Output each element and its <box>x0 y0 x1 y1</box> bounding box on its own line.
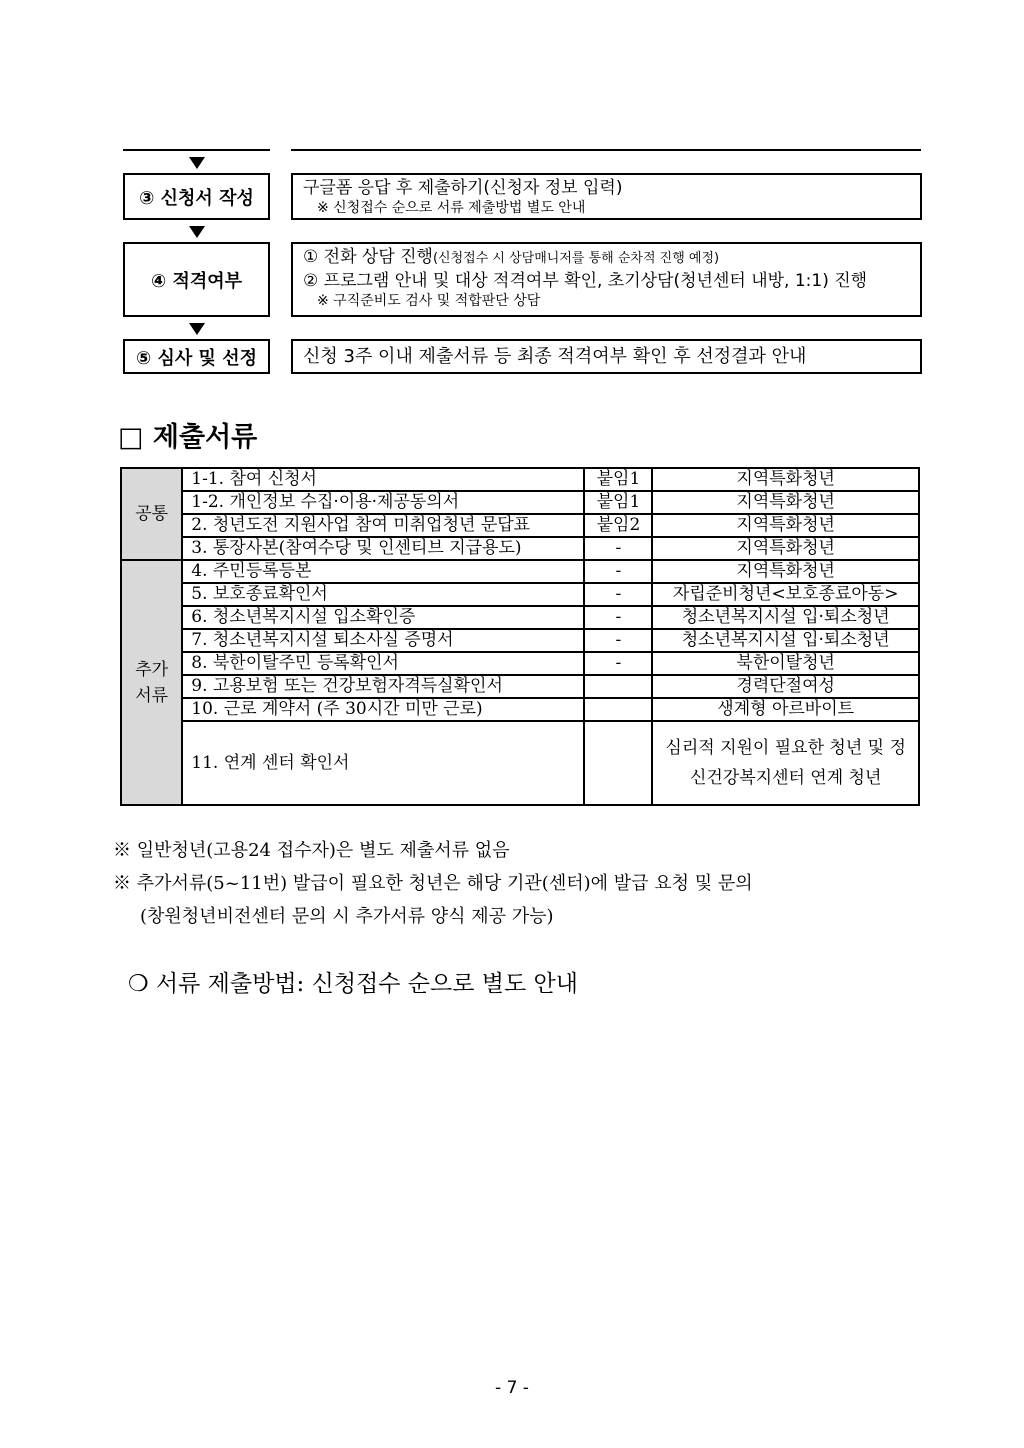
table-row <box>121 675 919 698</box>
category-common: 공통 <box>121 468 182 560</box>
doc-attachment: - <box>584 537 652 560</box>
doc-name: 6. 청소년복지시설 입소확인증 <box>182 606 584 629</box>
doc-target: 청소년복지시설 입·퇴소청년 <box>652 629 919 652</box>
doc-target: 지역특화청년 <box>652 560 919 583</box>
doc-name: 8. 북한이탈주민 등록확인서 <box>182 652 584 675</box>
doc-name: 3. 통장사본(참여수당 및 인센티브 지급용도) <box>182 537 584 560</box>
doc-name: 2. 청년도전 지원사업 참여 미취업청년 문답표 <box>182 514 584 537</box>
doc-target: 심리적 지원이 필요한 청년 및 정신건강복지센터 연계 청년 <box>652 721 919 805</box>
doc-target: 경력단절여성 <box>652 675 919 698</box>
doc-attachment: 붙임1 <box>584 491 652 514</box>
section-title: □ 제출서류 <box>118 422 258 453</box>
page-number: - 7 - <box>495 1378 529 1398</box>
doc-target: 생계형 아르바이트 <box>652 698 919 721</box>
step-3-label-text: ③ 신청서 작성 <box>139 187 254 209</box>
note-extra-docs: ※ 추가서류(5~11번) 발급이 필요한 청년은 해당 기관(센터)에 발급 요청 및 문의 <box>113 873 753 894</box>
doc-attachment: - <box>584 583 652 606</box>
doc-target: 청소년복지시설 입·퇴소청년 <box>652 606 919 629</box>
step-3-description <box>291 173 922 220</box>
doc-target: 지역특화청년 <box>652 491 919 514</box>
table-row <box>121 560 919 583</box>
step-4-line-1-small: (신청접수 시 상담매니저를 통해 순차적 진행 예정) <box>432 251 720 266</box>
table-row <box>121 514 919 537</box>
table-row <box>121 629 919 652</box>
table-row <box>121 583 919 606</box>
table-row <box>121 491 919 514</box>
arrow-down-icon <box>189 226 205 238</box>
step-4-label-text: ④ 적격여부 <box>150 270 243 292</box>
doc-target: 지역특화청년 <box>652 514 919 537</box>
arrow-down-icon <box>189 323 205 335</box>
note-general: ※ 일반청년(고용24 접수자)은 별도 제출서류 없음 <box>113 840 510 861</box>
table-row <box>121 721 919 805</box>
doc-attachment <box>584 721 652 805</box>
doc-attachment <box>584 675 652 698</box>
step-5-line: 신청 3주 이내 제출서류 등 최종 적격여부 확인 후 선정결과 안내 <box>303 345 807 367</box>
table-row <box>121 606 919 629</box>
step-4-description <box>291 242 922 317</box>
doc-attachment: - <box>584 652 652 675</box>
doc-attachment: - <box>584 560 652 583</box>
table-row <box>121 537 919 560</box>
doc-attachment: 붙임2 <box>584 514 652 537</box>
step-5-label <box>123 339 270 374</box>
step-4-line-1-main: ① 전화 상담 진행 <box>303 247 433 267</box>
doc-attachment <box>584 698 652 721</box>
step-4-line-2: ② 프로그램 안내 및 대상 적격여부 확인, 초기상담(청년센터 내방, 1:1) 진행 <box>303 271 868 291</box>
category-extra: 추가 서류 <box>121 560 182 805</box>
doc-name: 9. 고용보험 또는 건강보험자격득실확인서 <box>182 675 584 698</box>
doc-attachment: 붙임1 <box>584 468 652 491</box>
doc-name: 1-2. 개인정보 수집·이용·제공동의서 <box>182 491 584 514</box>
doc-name: 11. 연계 센터 확인서 <box>182 721 584 805</box>
top-rule-right <box>291 149 921 151</box>
table-row <box>121 468 919 491</box>
step-5-label-text: ⑤ 심사 및 선정 <box>136 347 257 369</box>
top-rule-left <box>123 149 270 151</box>
submission-method: ❍ 서류 제출방법: 신청접수 순으로 별도 안내 <box>128 971 578 997</box>
doc-target: 자립준비청년<보호종료아동> <box>652 583 919 606</box>
note-extra-docs-sub: (창원청년비전센터 문의 시 추가서류 양식 제공 가능) <box>140 906 554 927</box>
table-row <box>121 652 919 675</box>
table-row <box>121 698 919 721</box>
arrow-down-icon <box>189 157 205 169</box>
doc-name: 7. 청소년복지시설 퇴소사실 증명서 <box>182 629 584 652</box>
step-3-label <box>123 173 270 220</box>
step-3-note: ※ 신청접수 순으로 서류 제출방법 별도 안내 <box>317 200 586 216</box>
step-3-line: 구글폼 응답 후 제출하기(신청자 정보 입력) <box>303 178 623 198</box>
doc-target: 지역특화청년 <box>652 468 919 491</box>
documents-table <box>120 467 920 806</box>
doc-name: 4. 주민등록등본 <box>182 560 584 583</box>
doc-attachment: - <box>584 606 652 629</box>
step-4-label <box>123 242 270 317</box>
doc-target: 지역특화청년 <box>652 537 919 560</box>
doc-name: 5. 보호종료확인서 <box>182 583 584 606</box>
step-4-line-1 <box>303 246 910 270</box>
doc-target: 북한이탈청년 <box>652 652 919 675</box>
doc-attachment: - <box>584 629 652 652</box>
doc-name: 1-1. 참여 신청서 <box>182 468 584 491</box>
step-5-description <box>291 339 922 374</box>
step-4-note: ※ 구직준비도 검사 및 적합판단 상담 <box>317 293 541 309</box>
doc-name: 10. 근로 계약서 (주 30시간 미만 근로) <box>182 698 584 721</box>
